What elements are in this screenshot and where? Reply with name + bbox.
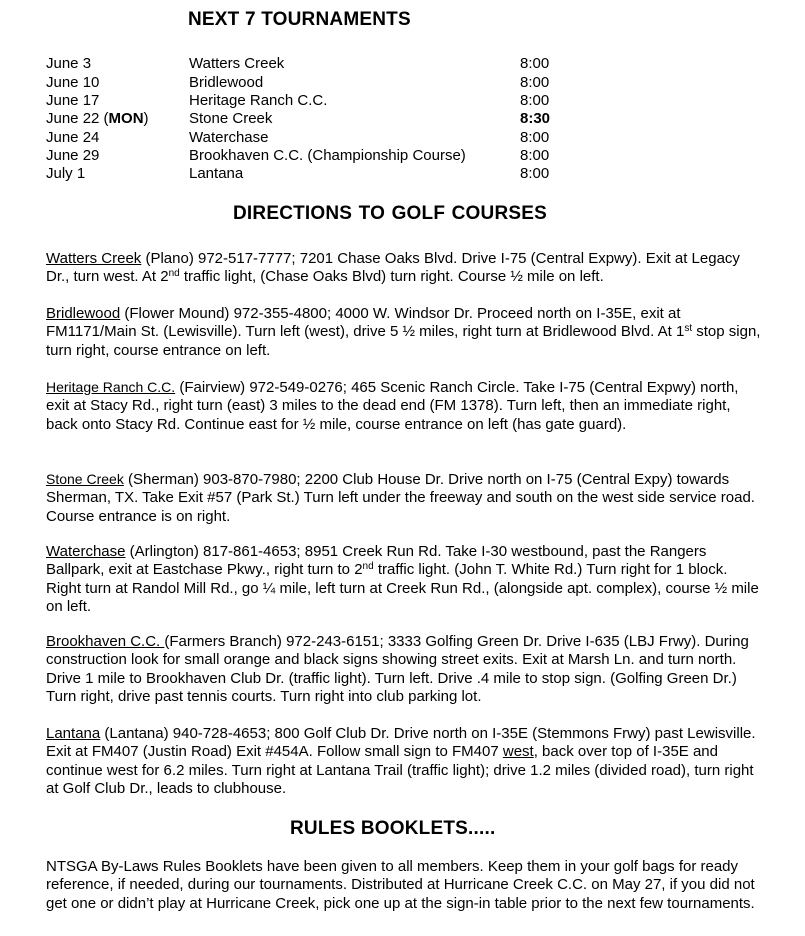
direction-text: traffic light. (John T. White Rd.) Turn right for 1 block. Right turn at Randol Mill Rd., go ¼ mile, left turn at Creek Run Rd., (alongside apt. complex), course ½ mile on left. bbox=[46, 561, 759, 616]
direction-text: , back over top of I-35E and continue west for 6.2 miles. Turn right at Lantana Trail (traffic light); drive 1.2 miles (divided road), turn right at Golf Club Dr., leads to clubhouse. bbox=[46, 743, 754, 798]
tournament-row bbox=[46, 165, 566, 183]
direction-text: stop sign, turn right, course entrance on left. bbox=[46, 323, 761, 359]
tournament-course: Bridlewood bbox=[189, 73, 264, 91]
direction-text: (Lantana) 940-728-4653; 800 Golf Club Dr. Drive north on I-35E (Stemmons Frwy) past Lewisville. Exit at FM407 (Justin Road) Exit #454A. Follow small sign to FM407 bbox=[46, 725, 756, 761]
directions-stone-creek bbox=[46, 470, 761, 526]
tournament-date: July 1 bbox=[46, 165, 86, 182]
tournament-row bbox=[46, 55, 566, 73]
ordinal-suffix: nd bbox=[362, 561, 374, 573]
directions-lantana bbox=[46, 725, 761, 799]
date-close: ) bbox=[143, 110, 149, 127]
direction-text: traffic light, (Chase Oaks Blvd) turn right. Course ½ mile on left. bbox=[179, 268, 604, 286]
directions-heritage-ranch bbox=[46, 378, 761, 434]
tournament-date bbox=[46, 110, 149, 128]
directions-heading: DIRECTIONS TO GOLF COURSES bbox=[233, 203, 547, 224]
tournament-course: Lantana bbox=[189, 165, 244, 182]
tournament-row bbox=[46, 147, 566, 165]
tournament-time: 8:00 bbox=[520, 73, 550, 91]
tournament-date: June 17 bbox=[46, 92, 100, 109]
course-name: Lantana bbox=[46, 725, 101, 742]
direction-text: (Fairview) 972-549-0276; 465 Scenic Ranch Circle. Take I-75 (Central Expwy) north, exit at Stacy Rd., right turn (east) 3 miles to the dead end (FM 1378). Turn left, then an immediate right, back onto Stacy Rd. Continue east for ½ mile, course entrance on left (has gate guard). bbox=[46, 379, 739, 433]
ordinal-suffix: st bbox=[684, 323, 693, 335]
tournament-date: June 3 bbox=[46, 55, 92, 72]
tournaments-heading: NEXT 7 TOURNAMENTS bbox=[188, 9, 411, 30]
course-name: Watters Creek bbox=[46, 250, 142, 267]
direction-text: (Arlington) 817-861-4653; 8951 Creek Run Rd. Take I-30 westbound, past the Rangers Ballpark, exit at Eastchase Pkwy., right turn to 2 bbox=[46, 543, 707, 579]
date-text: June 22 ( bbox=[46, 110, 109, 127]
tournament-date: June 29 bbox=[46, 147, 100, 164]
directions-brookhaven bbox=[46, 633, 761, 707]
tournament-date: June 10 bbox=[46, 73, 100, 91]
tournament-time: 8:30 bbox=[520, 110, 551, 127]
course-name: Heritage Ranch C.C. bbox=[46, 379, 176, 395]
tournament-row bbox=[46, 129, 566, 147]
directions-bridlewood bbox=[46, 305, 761, 360]
tournament-course: Stone Creek bbox=[189, 110, 273, 127]
course-name: Brookhaven C.C. bbox=[46, 633, 165, 650]
ordinal-suffix: nd bbox=[168, 268, 180, 280]
course-name: Stone Creek bbox=[46, 471, 124, 487]
direction-text: (Sherman) 903-870-7980; 2200 Club House Dr. Drive north on I-75 (Central Expy) towards Sherman, TX. Take Exit #57 (Park St.) Turn left under the freeway and south on the west side service road. Course entrance is on right. bbox=[46, 471, 755, 525]
tournament-course: Watters Creek bbox=[189, 55, 285, 72]
tournament-date: June 24 bbox=[46, 128, 100, 146]
directions-watters-creek bbox=[46, 250, 761, 287]
tournament-course: Brookhaven C.C. (Championship Course) bbox=[189, 147, 466, 164]
tournament-row bbox=[46, 110, 566, 128]
tournament-row bbox=[46, 92, 566, 110]
tournament-row bbox=[46, 74, 566, 92]
directions-waterchase bbox=[46, 543, 761, 617]
rules-text: NTSGA By-Laws Rules Booklets have been given to all members. Keep them in your golf bags for ready reference, if needed, during our tournaments. Distributed at Hurricane Creek C.C. on May 27, if you did not get one or didn’t play at Hurricane Creek, pick one up at the sign-in table prior to the next few tournaments. bbox=[46, 858, 755, 912]
direction-emphasis: west bbox=[502, 743, 534, 761]
course-name: Waterchase bbox=[46, 543, 126, 560]
tournament-course: Heritage Ranch C.C. bbox=[189, 92, 328, 109]
direction-text: (Plano) 972-517-7777; 7201 Chase Oaks Blvd. Drive I-75 (Central Expwy). Exit at Legacy Dr., turn west. At 2 bbox=[46, 250, 740, 286]
tournament-time: 8:00 bbox=[520, 55, 550, 72]
direction-text: (Farmers Branch) 972-243-6151; 3333 Golfing Green Dr. Drive I-635 (LBJ Frwy). During construction look for small orange and black signs showing street exits. Exit at Marsh Ln. and turn north. Drive 1 mile to Brookhaven Club Dr. (traffic light). Turn left. Drive .4 mile to stop sign. (Golfing Green Dr.) Turn right, drive past tennis courts. Turn right into club parking lot. bbox=[46, 633, 749, 706]
tournament-time: 8:00 bbox=[520, 147, 550, 164]
course-name: Bridlewood bbox=[46, 305, 121, 322]
tournament-time: 8:00 bbox=[520, 165, 550, 182]
tournament-course: Waterchase bbox=[189, 128, 269, 146]
tournament-time: 8:00 bbox=[520, 128, 550, 146]
direction-text: (Flower Mound) 972-355-4800; 4000 W. Windsor Dr. Proceed north on I-35E, exit at FM1171/Main St. (Lewisville). Turn left (west), drive 5 ½ miles, right turn at Bridlewood Blvd. At 1 bbox=[46, 305, 685, 341]
tournament-time: 8:00 bbox=[520, 92, 550, 109]
date-note: MON bbox=[108, 110, 144, 127]
rules-heading: RULES BOOKLETS..... bbox=[290, 818, 496, 839]
